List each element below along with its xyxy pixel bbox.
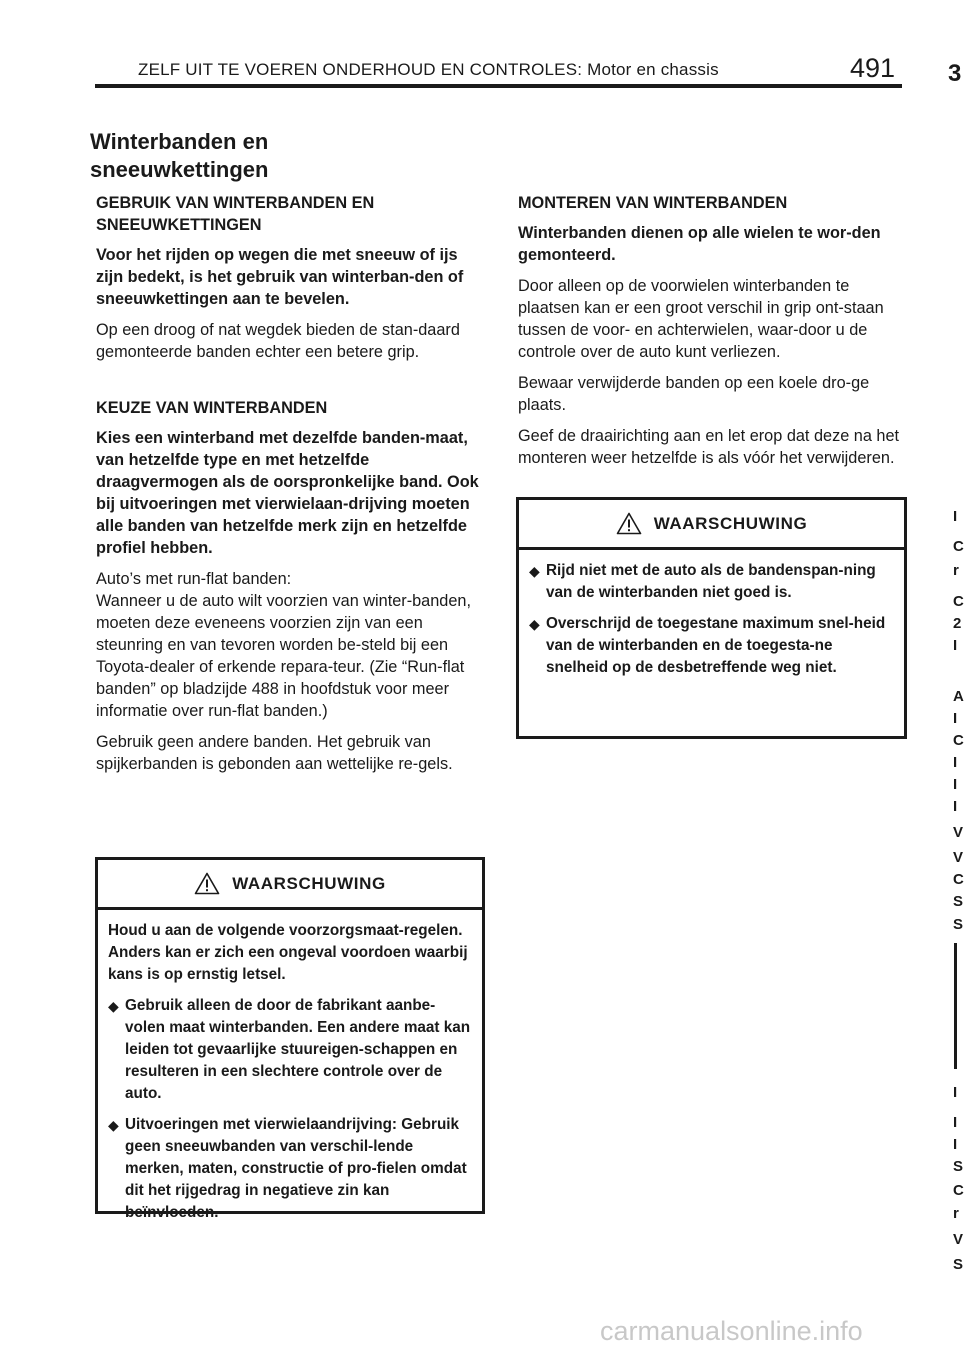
edge-letter: I [953,637,958,654]
edge-letter: 2 [953,615,962,632]
usage-heading [96,192,480,236]
page-number: 491 [850,53,896,83]
warning-body [519,550,904,679]
edge-letter: I [953,508,958,525]
bullet-icon: ◆ [108,998,119,1014]
header-rule [95,84,902,88]
edge-letter: S [953,1158,964,1175]
warning-title: WAARSCHUWING [232,873,386,893]
edge-letter: S [953,893,964,910]
bullet-icon: ◆ [529,616,540,632]
edge-rule [954,943,957,1069]
spike-tyre-note: Gebruik geen andere banden. Het gebruik van spijkerbanden is gebonden aan wettelijke re-gels. [96,733,453,773]
runflat-intro: Auto’s met run-flat banden: [96,570,292,588]
usage-heading-line1: GEBRUIK VAN WINTERBANDEN EN [96,194,375,212]
warning-box-right [516,497,907,739]
warning-bullet-text: Overschrijd de toegestane maximum snel-heid van de winterbanden en de toegesta-ne snelheid op de desbetreffende weg niet. [546,615,886,676]
edge-letter: C [953,871,964,888]
right-column [518,192,902,478]
mount-requirement: Winterbanden dienen op alle wielen te wor-den gemonteerd. [518,224,881,264]
usage-heading-line2: SNEEUWKETTINGEN [96,216,262,234]
usage-grip-note: Op een droog of nat wegdek bieden de stan-daard gemonteerde banden echter een betere grip. [96,321,460,361]
left-column [96,192,480,784]
edge-letter: C [953,732,964,749]
warning-bullet-text: Rijd niet met de auto als de bandenspan-ning van de winterbanden niet goed is. [546,562,876,601]
edge-letter: r [953,562,959,579]
usage-recommendation: Voor het rijden op wegen die met sneeuw of ijs zijn bedekt, is het gebruik van winterban-den of sneeuwkettingen aan te bevelen. [96,246,464,308]
edge-letter: A [953,688,964,705]
running-header-title: ZELF UIT TE VOEREN ONDERHOUD EN CONTROLES: Motor en chassis [138,60,719,79]
edge-letter: S [953,916,964,933]
edge-letter: C [953,1182,964,1199]
warning-title: WAARSCHUWING [653,513,808,533]
warning-header [98,860,482,910]
edge-letter: C [953,593,964,610]
warning-bullet-text: Uitvoeringen met vierwielaandrijving: Gebruik geen sneeuwbanden van verschil-lende merken, maten, constructie of pro-fielen omdat dit het rijgedrag in negatieve zin kan beïnvloeden. [125,1116,467,1221]
edge-letter: I [953,754,958,771]
warning-triangle-icon [616,512,642,535]
bullet-icon: ◆ [529,563,540,579]
edge-letter: I [953,710,958,727]
runflat-text: Wanneer u de auto wilt voorzien van winter-banden, moeten deze eveneens voorzien zijn van een steunring en van tevoren worden be-steld bij een Toyota-dealer of erkende repara-teur. (Zie “Run-flat banden” op bladzijde 488 in hoofdstuk voor meer informatie over run-flat banden.) [96,592,471,720]
watermark: carmanualsonline.info [600,1316,863,1346]
bullet-icon: ◆ [108,1117,119,1133]
warning-body [98,910,482,1224]
mount-storage-note: Bewaar verwijderde banden op een koele dro-ge plaats. [518,374,870,414]
edge-letter: I [953,1084,958,1101]
edge-letter: I [953,1136,958,1153]
edge-letter: C [953,538,964,555]
choice-requirement: Kies een winterband met dezelfde banden-maat, van hetzelfde type en met hetzelfde draagvermogen als de oorspronkelijke band. Ook bij uitvoeringen met vierwielaan-drijving moeten alle banden van hetzelfde merk zijn en hetzelfde profiel hebben. [96,429,479,557]
edge-letter: I [953,776,958,793]
edge-letter: I [953,1114,958,1131]
mount-direction-note: Geef de draairichting aan en let erop dat deze na het monteren weer hetzelfde is als vóór het verwijderen. [518,427,900,467]
warning-triangle-icon [194,872,220,895]
edge-letter: V [953,824,964,841]
warning-bullet [108,995,472,1105]
choice-heading: KEUZE VAN WINTERBANDEN [96,399,328,417]
mount-grip-note: Door alleen op de voorwielen winterbanden te plaatsen kan er een groot verschil in grip ont-staan tussen de voor- en achterwielen, waar-door u de controle over de auto kunt verliezen. [518,277,884,361]
edge-letter: S [953,1256,964,1273]
warning-bullet [108,1114,472,1224]
edge-letter: V [953,1231,964,1248]
edge-letter: r [953,1205,959,1222]
warning-header [519,500,904,550]
warning-bullet-text: Gebruik alleen de door de fabrikant aanbe-volen maat winterbanden. Een andere maat kan leiden tot gevaarlijke stuureigen-schappen en resulteren in een slechtere controle over de auto. [125,997,471,1102]
warning-bullet [529,560,894,604]
warning-box-left [95,857,485,1221]
edge-letter: V [953,849,964,866]
mount-heading: MONTEREN VAN WINTERBANDEN [518,194,788,212]
edge-letter: I [953,798,958,815]
corner-mark: 3 [948,60,962,87]
warning-bullet [529,613,894,679]
section-title: Winterbanden en sneeuwkettingen [90,129,269,182]
warning-intro: Houd u aan de volgende voorzorgsmaat-regelen. Anders kan er zich een ongeval voordoen waarbij kans is op ernstig letsel. [108,922,468,983]
